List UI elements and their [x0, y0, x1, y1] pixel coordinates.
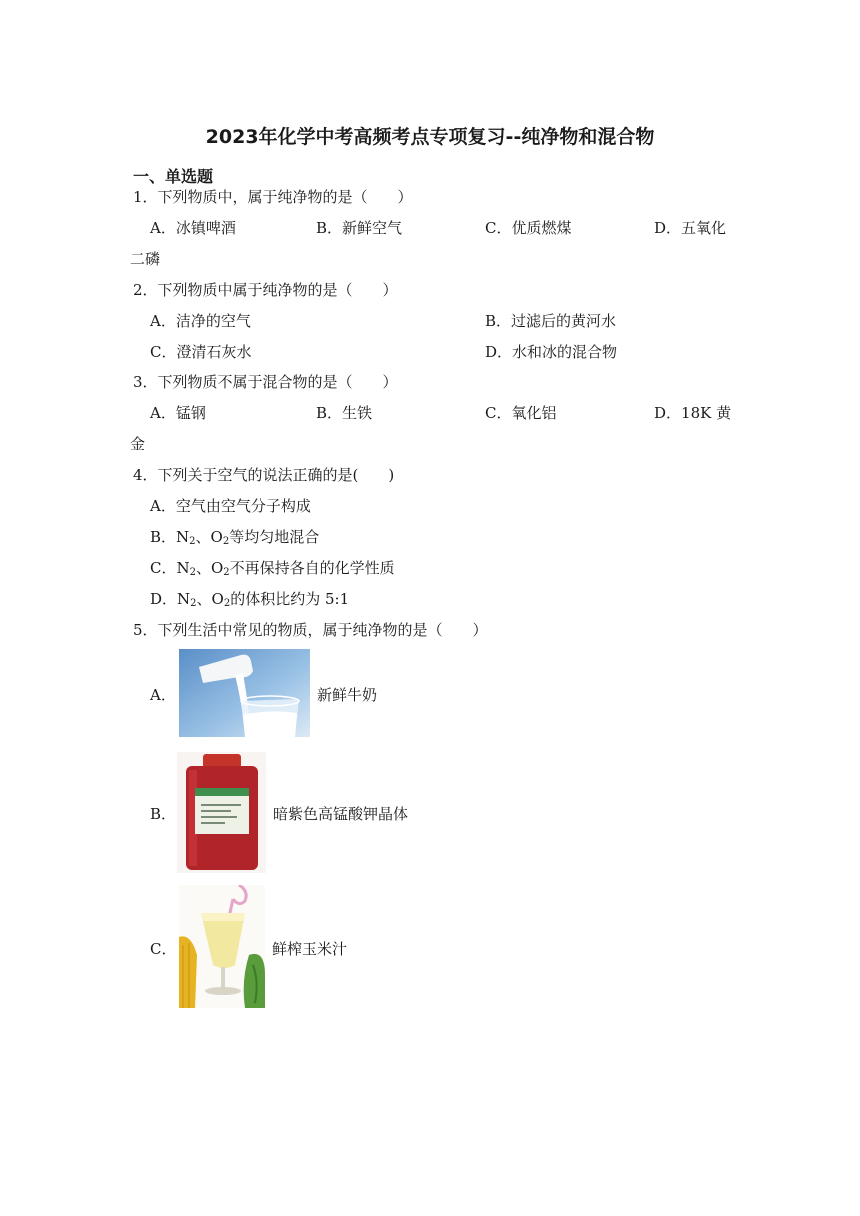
question-1-option-d[interactable]: D．五氧化 [654, 219, 727, 237]
question-5-option-c-text: 鲜榨玉米汁 [272, 940, 348, 958]
question-3-option-d[interactable]: D．18K 黄 [654, 404, 732, 422]
question-3-stem: 3．下列物质不属于混合物的是（ ） [133, 373, 398, 391]
page-title: 2023年化学中考高频考点专项复习--纯净物和混合物 [205, 126, 655, 148]
question-1-option-a[interactable]: A．冰镇啤酒 [150, 219, 236, 237]
question-3-option-a[interactable]: A．锰钢 [150, 404, 206, 422]
question-2-option-d[interactable]: D．水和冰的混合物 [485, 343, 618, 361]
question-3-option-b[interactable]: B．生铁 [316, 404, 373, 422]
section-heading: 一、单选题 [133, 167, 214, 186]
question-5-option-b-label[interactable]: B． [150, 805, 177, 823]
milk-image [179, 649, 310, 737]
question-4-option-c[interactable]: C．$N_2$、$O_2$不再保持各自的化学性质 [150, 559, 395, 578]
corn-juice-image [179, 885, 265, 1008]
question-5-option-c-label[interactable]: C． [150, 940, 177, 958]
question-5-option-a-text: 新鲜牛奶 [317, 686, 378, 704]
question-2-option-a[interactable]: A．洁净的空气 [150, 312, 251, 330]
question-4-option-b[interactable]: B．$N_2$、$O_2$等均匀地混合 [150, 528, 320, 547]
question-1-stem: 1．下列物质中，属于纯净物的是（ ） [133, 188, 413, 206]
question-2-stem: 2．下列物质中属于纯净物的是（ ） [133, 281, 398, 299]
question-2-option-c[interactable]: C．澄清石灰水 [150, 343, 252, 361]
question-4-stem: 4．下列关于空气的说法正确的是( ) [133, 466, 395, 484]
question-4-option-d[interactable]: D．$N_2$、$O_2$的体积比约为 5:1 [150, 590, 350, 609]
question-1-option-c[interactable]: C．优质燃煤 [485, 219, 572, 237]
question-1-option-b[interactable]: B．新鲜空气 [316, 219, 403, 237]
question-5-option-b-text: 暗紫色高锰酸钾晶体 [273, 805, 409, 823]
question-3-option-c[interactable]: C．氧化铝 [485, 404, 557, 422]
potassium-permanganate-bottle-image [177, 752, 266, 873]
question-4-option-a[interactable]: A．空气由空气分子构成 [150, 497, 311, 515]
question-5-option-a-label[interactable]: A． [150, 686, 176, 704]
question-1-option-d-continued: 二磷 [130, 250, 161, 268]
question-3-option-d-continued: 金 [130, 435, 146, 453]
question-2-option-b[interactable]: B．过滤后的黄河水 [485, 312, 617, 330]
question-5-stem: 5．下列生活中常见的物质，属于纯净物的是（ ） [133, 621, 488, 639]
